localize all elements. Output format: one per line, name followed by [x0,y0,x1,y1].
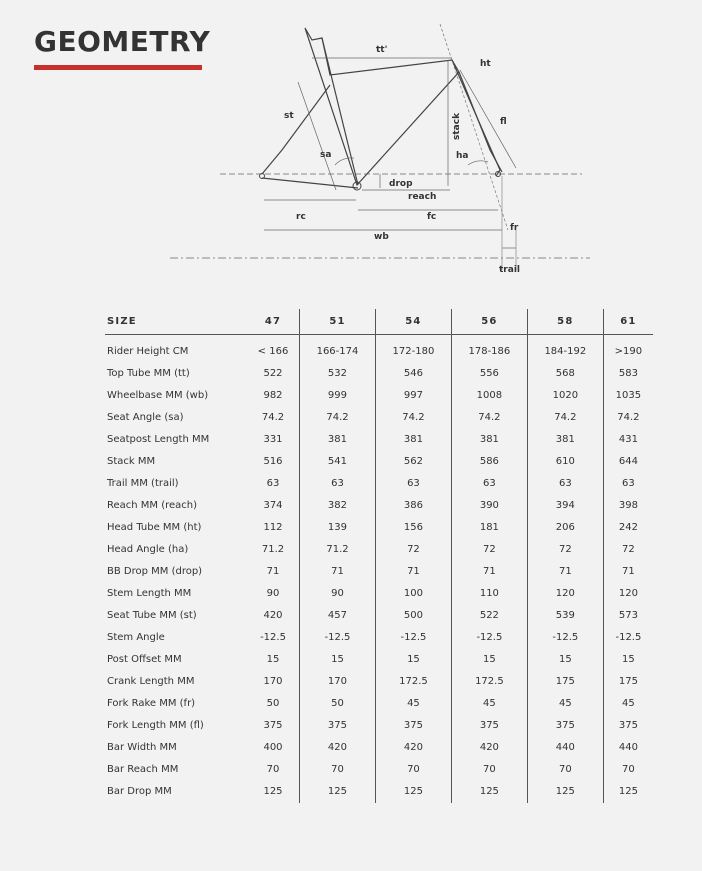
table-cell: 420 [451,737,527,759]
row-label: Bar Width MM [107,742,177,753]
table-cell: 562 [375,451,451,473]
table-cell: 125 [527,781,603,803]
row-label: Trail MM (trail) [107,478,179,489]
table-cell: 541 [300,451,376,473]
table-cell: 522 [451,605,527,627]
label-reach: reach [408,192,437,202]
label-stack: stack [452,112,462,140]
table-cell: 45 [451,693,527,715]
table-row [105,363,653,385]
label-ht: ht [480,59,491,69]
row-label: Stem Angle [107,632,165,643]
table-cell: 125 [375,781,451,803]
table-cell: 516 [263,456,283,467]
size-column: 56 [451,309,527,335]
table-cell: 242 [603,517,653,539]
table-row [105,341,653,363]
table-cell: 381 [451,429,527,451]
row-label: Rider Height CM [107,346,189,357]
table-cell: 125 [300,781,376,803]
table-cell: 71 [527,561,603,583]
table-cell: 539 [527,605,603,627]
table-row [105,561,653,583]
table-cell: 206 [527,517,603,539]
table-cell: 546 [375,363,451,385]
table-cell: >190 [603,341,653,363]
size-column: 58 [527,309,603,335]
table-cell: 999 [300,385,376,407]
table-cell: 125 [603,781,653,803]
table-cell: 381 [300,429,376,451]
table-cell: 381 [375,429,451,451]
table-cell: 184-192 [527,341,603,363]
table-cell: 70 [375,759,451,781]
table-cell: 172.5 [451,671,527,693]
table-cell: 331 [263,434,283,445]
label-fc: fc [427,212,437,222]
table-cell: 522 [263,368,283,379]
label-fl: fl [500,117,507,127]
row-label: Bar Drop MM [107,786,172,797]
table-cell: -12.5 [300,627,376,649]
table-cell: 532 [300,363,376,385]
row-label: Reach MM (reach) [107,500,198,511]
table-cell: 110 [451,583,527,605]
table-cell: 1035 [603,385,653,407]
table-row [105,671,653,693]
table-cell: 156 [375,517,451,539]
row-label: Head Tube MM (ht) [107,522,202,533]
table-cell: 72 [527,539,603,561]
table-cell: 70 [527,759,603,781]
table-cell: 420 [300,737,376,759]
table-cell: 997 [375,385,451,407]
table-cell: 15 [266,654,280,665]
table-cell: 71 [266,566,280,577]
frame-geometry-diagram [0,0,702,300]
table-cell: 420 [263,610,283,621]
table-cell: 170 [263,676,283,687]
table-cell: 63 [603,473,653,495]
table-cell: 175 [527,671,603,693]
table-cell: 74.2 [527,407,603,429]
row-label: Top Tube MM (tt) [107,368,190,379]
table-cell: 375 [603,715,653,737]
row-label: Bar Reach MM [107,764,179,775]
table-cell: 982 [263,390,283,401]
label-drop: drop [389,179,413,189]
table-row [105,715,653,737]
row-label: Head Angle (ha) [107,544,189,555]
table-cell: 71.2 [261,544,285,555]
label-ha: ha [456,151,469,161]
table-row [105,385,653,407]
table-cell: 375 [451,715,527,737]
table-cell: 70 [300,759,376,781]
table-cell: 586 [451,451,527,473]
table-cell: 63 [527,473,603,495]
table-cell: 420 [375,737,451,759]
table-cell: < 166 [257,346,289,357]
table-cell: 90 [266,588,280,599]
table-row [105,583,653,605]
table-row [105,605,653,627]
table-cell: 63 [375,473,451,495]
table-cell: 71 [375,561,451,583]
table-row [105,539,653,561]
row-label: Stack MM [107,456,156,467]
row-label: Seatpost Length MM [107,434,210,445]
label-rc: rc [296,212,306,222]
table-cell: 45 [527,693,603,715]
table-cell: 15 [451,649,527,671]
row-label: Seat Angle (sa) [107,412,184,423]
size-column: 47 [247,309,300,335]
geometry-table [105,309,653,803]
row-label: Fork Rake MM (fr) [107,698,196,709]
table-cell: 71 [451,561,527,583]
row-label: Crank Length MM [107,676,195,687]
table-cell: 70 [603,759,653,781]
table-cell: 63 [300,473,376,495]
table-cell: 172-180 [375,341,451,363]
table-cell: 172.5 [375,671,451,693]
size-column: 54 [375,309,451,335]
table-row [105,627,653,649]
table-cell: 45 [375,693,451,715]
table-cell: 15 [375,649,451,671]
label-sa: sa [320,150,332,160]
size-column: 51 [300,309,376,335]
table-cell: 1008 [451,385,527,407]
table-row [105,429,653,451]
table-cell: 573 [603,605,653,627]
table-cell: 1020 [527,385,603,407]
table-cell: 15 [300,649,376,671]
table-cell: 382 [300,495,376,517]
table-cell: 375 [263,720,283,731]
table-cell: 74.2 [451,407,527,429]
table-cell: 125 [451,781,527,803]
row-label: Wheelbase MM (wb) [107,390,209,401]
table-row [105,495,653,517]
table-cell: 120 [527,583,603,605]
table-cell: 440 [527,737,603,759]
table-cell: 375 [300,715,376,737]
table-cell: 375 [527,715,603,737]
table-cell: -12.5 [375,627,451,649]
size-column: 61 [603,309,653,335]
table-cell: 568 [527,363,603,385]
table-cell: 15 [603,649,653,671]
label-wb: wb [374,232,389,242]
table-cell: 398 [603,495,653,517]
row-label: Seat Tube MM (st) [107,610,197,621]
table-row [105,759,653,781]
table-header-row [105,309,653,335]
table-cell: 63 [266,478,280,489]
table-cell: 170 [300,671,376,693]
table-cell: 457 [300,605,376,627]
table-cell: 74.2 [603,407,653,429]
table-cell: 125 [263,786,283,797]
table-cell: 390 [451,495,527,517]
table-cell: 72 [603,539,653,561]
table-cell: 400 [263,742,283,753]
table-cell: 70 [266,764,280,775]
table-cell: 45 [603,693,653,715]
table-cell: 431 [603,429,653,451]
table-cell: -12.5 [603,627,653,649]
table-row [105,451,653,473]
table-row [105,649,653,671]
table-cell: 583 [603,363,653,385]
table-cell: 375 [375,715,451,737]
table-cell: 70 [451,759,527,781]
label-tt: tt' [376,45,388,55]
table-row [105,781,653,803]
table-cell: 74.2 [375,407,451,429]
table-cell: 181 [451,517,527,539]
table-cell: -12.5 [451,627,527,649]
table-row [105,407,653,429]
table-cell: 500 [375,605,451,627]
table-cell: 15 [527,649,603,671]
table-cell: 440 [603,737,653,759]
table-cell: 74.2 [300,407,376,429]
table-cell: 50 [300,693,376,715]
table-cell: 394 [527,495,603,517]
table-row [105,693,653,715]
table-cell: -12.5 [527,627,603,649]
page-title: GEOMETRY [34,25,211,58]
table-row [105,473,653,495]
size-header: SIZE [105,309,247,335]
table-cell: 178-186 [451,341,527,363]
table-row [105,737,653,759]
table-cell: 556 [451,363,527,385]
table-cell: -12.5 [260,632,286,643]
table-cell: 90 [300,583,376,605]
table-cell: 100 [375,583,451,605]
table-cell: 610 [527,451,603,473]
table-cell: 175 [603,671,653,693]
table-cell: 166-174 [300,341,376,363]
table-cell: 71.2 [300,539,376,561]
table-cell: 112 [263,522,283,533]
row-label: BB Drop MM (drop) [107,566,203,577]
row-label: Post Offset MM [107,654,182,665]
table-cell: 72 [375,539,451,561]
row-label: Fork Length MM (fl) [107,720,204,731]
table-cell: 386 [375,495,451,517]
label-trail: trail [499,265,520,275]
table-cell: 374 [263,500,283,511]
table-cell: 72 [451,539,527,561]
table-cell: 381 [527,429,603,451]
table-cell: 74.2 [261,412,285,423]
table-cell: 50 [266,698,280,709]
table-cell: 63 [451,473,527,495]
label-fr: fr [510,223,519,233]
table-row [105,517,653,539]
row-label: Stem Length MM [107,588,192,599]
table-cell: 120 [603,583,653,605]
table-cell: 644 [603,451,653,473]
table-cell: 71 [300,561,376,583]
table-cell: 71 [603,561,653,583]
label-st: st [284,111,294,121]
table-cell: 139 [300,517,376,539]
